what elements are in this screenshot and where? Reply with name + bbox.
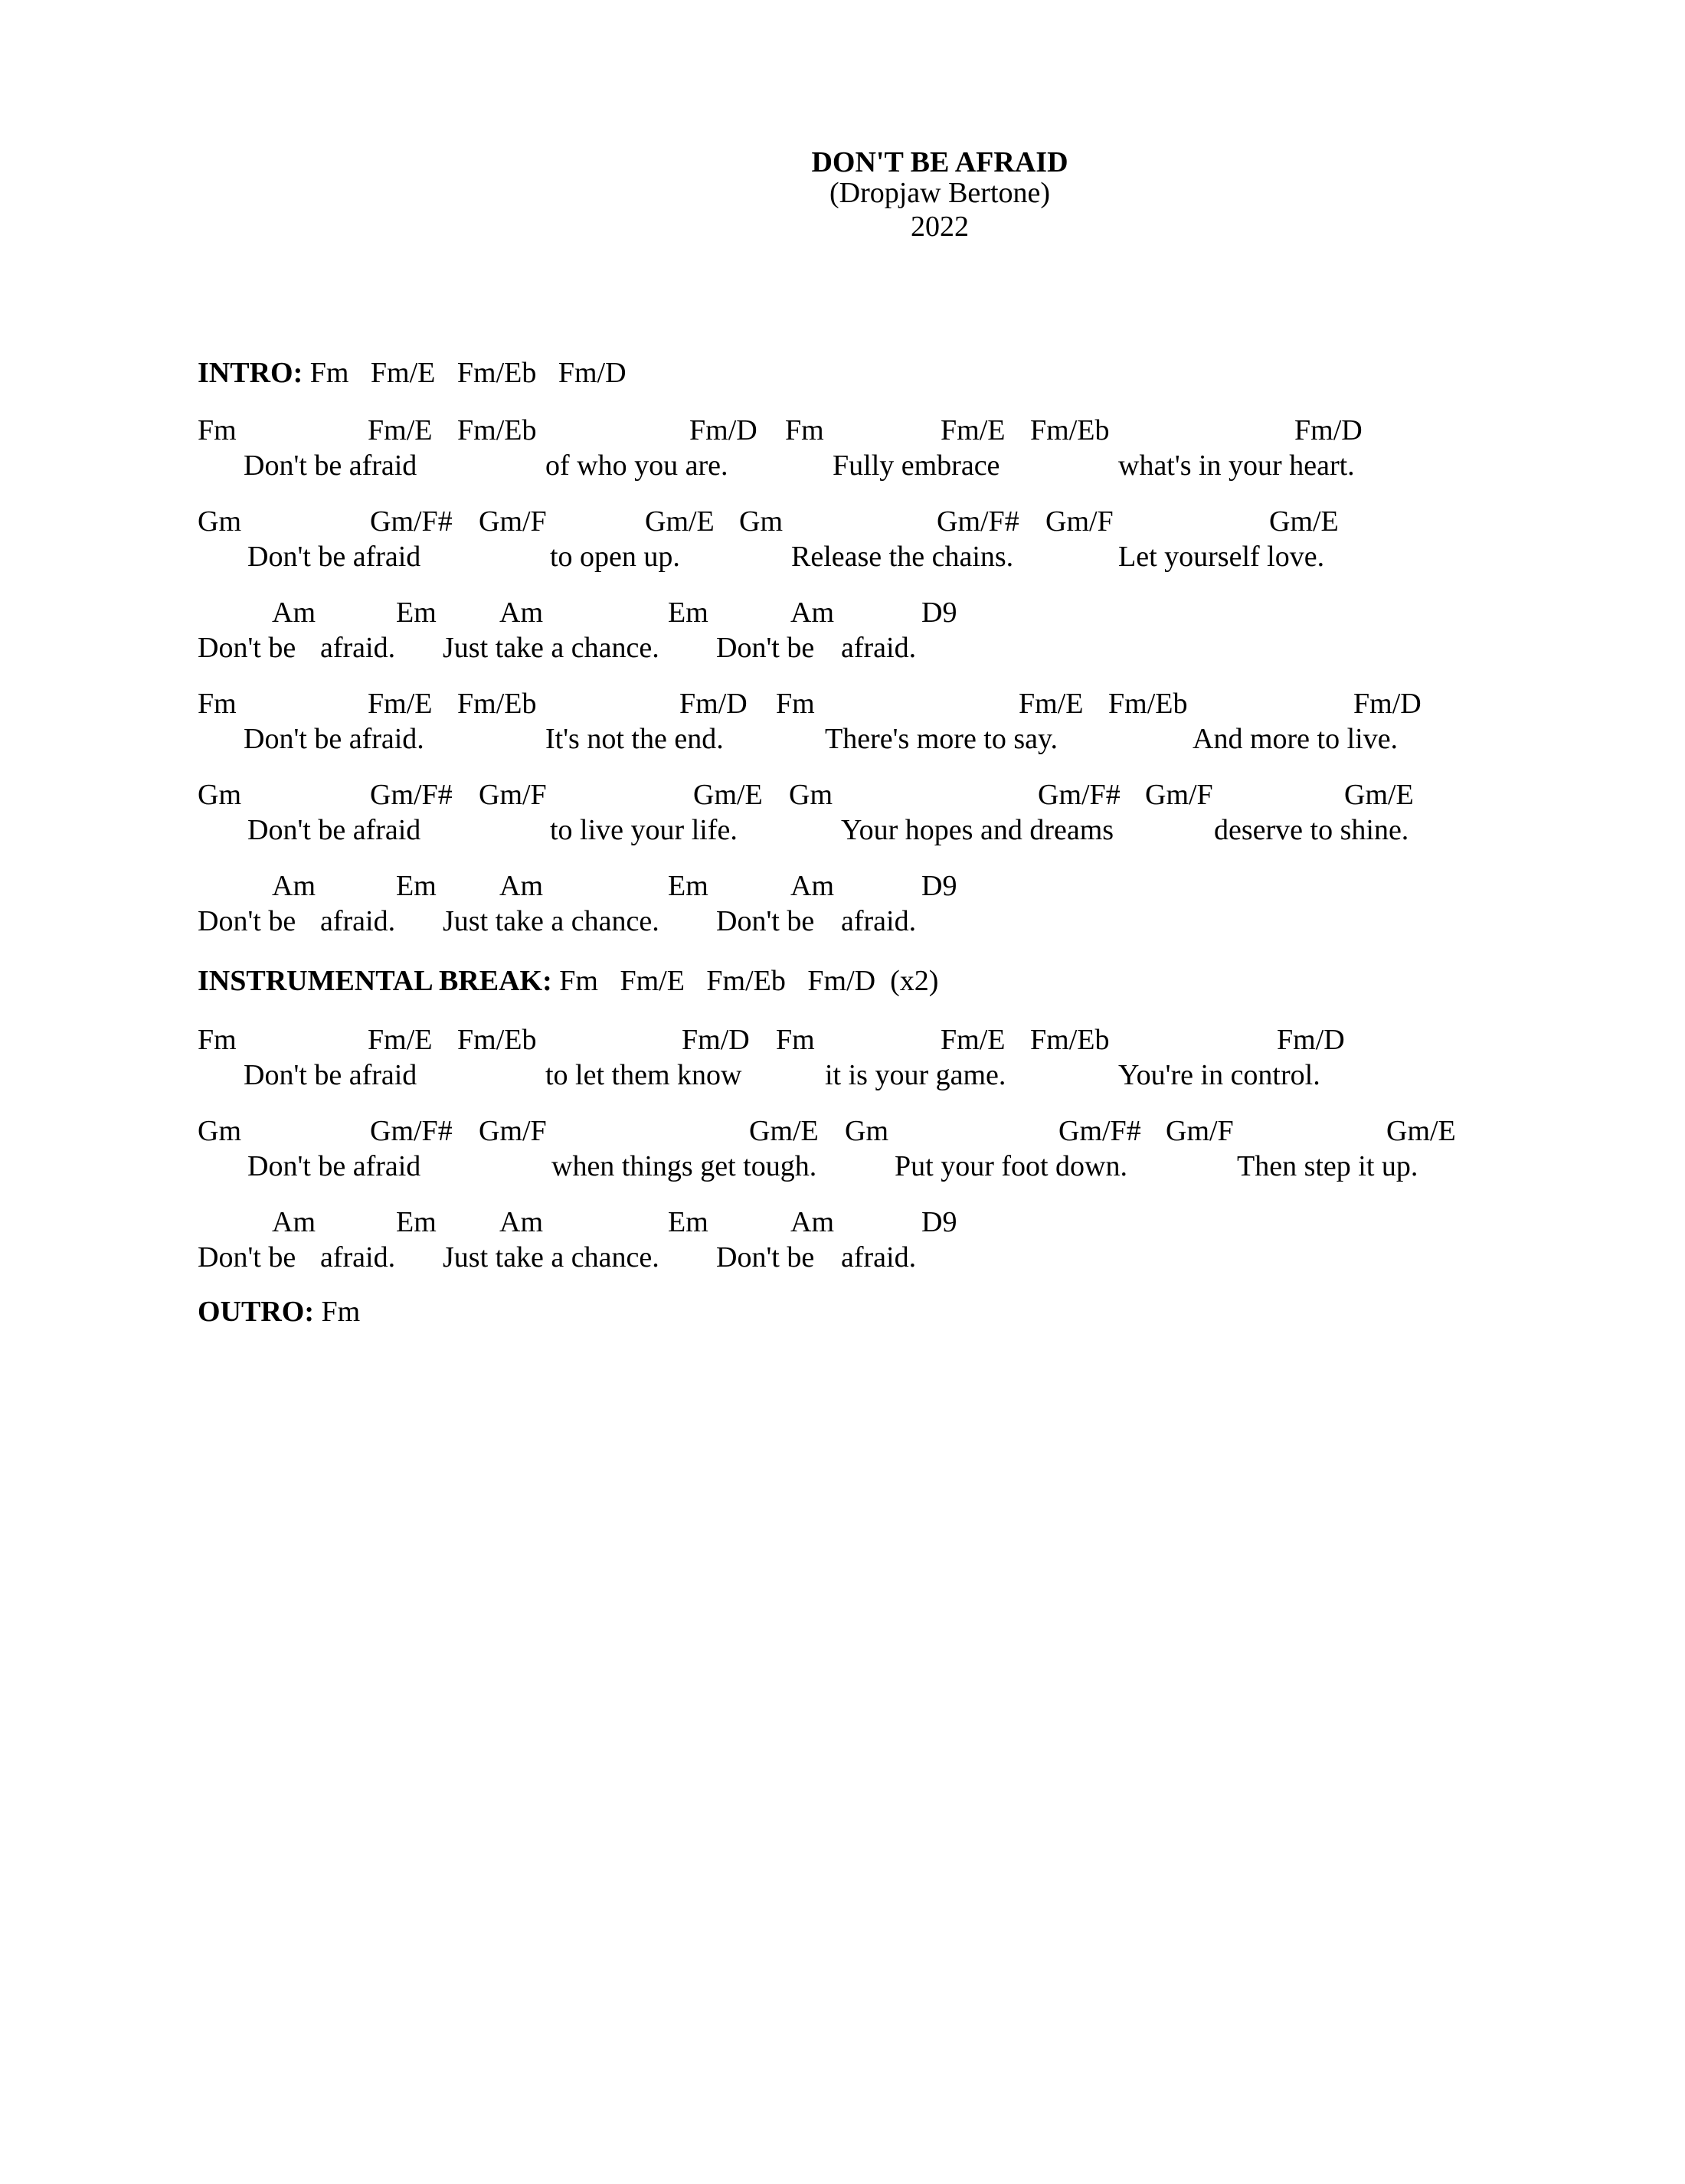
lyric: Don't be — [716, 632, 815, 664]
lyric: Then step it up. — [1237, 1150, 1418, 1182]
lyric: when things get tough. — [551, 1150, 817, 1182]
chord: Am — [790, 870, 834, 902]
lyric: Don't be afraid. — [244, 723, 424, 755]
chord: Fm/D — [689, 414, 757, 446]
chord: Em — [396, 1206, 437, 1238]
chord: Fm/D — [679, 688, 748, 720]
chord: Fm/Eb — [457, 688, 537, 720]
lyric: afraid. — [320, 1241, 396, 1273]
chord: Em — [668, 597, 708, 629]
chord: Fm/Eb — [457, 1024, 537, 1056]
instrumental-label: INSTRUMENTAL BREAK: — [198, 965, 552, 997]
lyric: Don't be — [198, 632, 296, 664]
chord: Fm/Eb — [1108, 688, 1188, 720]
outro-chords: Fm — [321, 1296, 361, 1328]
chord: Gm/E — [693, 779, 763, 811]
lyric: Your hopes and dreams — [841, 814, 1114, 846]
chord: Gm/F# — [370, 1115, 453, 1147]
intro-label: INTRO: — [198, 357, 303, 389]
chord: Fm — [776, 688, 815, 720]
chord: Fm/E — [941, 414, 1006, 446]
chord: Fm/E — [941, 1024, 1006, 1056]
chord: Am — [272, 870, 316, 902]
chord: Gm — [845, 1115, 888, 1147]
chord: Gm/F# — [370, 505, 453, 538]
lyric: of who you are. — [545, 450, 728, 482]
instrumental-chords: Fm Fm/E Fm/Eb Fm/D (x2) — [559, 965, 939, 997]
chord: Gm — [198, 505, 241, 538]
chord: Fm/E — [368, 1024, 433, 1056]
chord: Fm — [198, 414, 237, 446]
lyric: Put your foot down. — [895, 1150, 1127, 1182]
chord: Em — [396, 870, 437, 902]
intro-chords: Fm Fm/E Fm/Eb Fm/D — [309, 357, 627, 389]
lyric: Don't be afraid — [244, 1059, 417, 1091]
chord: Gm/F — [1166, 1115, 1234, 1147]
song-artist: (Dropjaw Bertone) — [829, 177, 1051, 209]
chord: Gm/F — [1045, 505, 1114, 538]
lyric: Don't be afraid — [247, 541, 421, 573]
lyric: It's not the end. — [545, 723, 724, 755]
lyric: Don't be afraid — [244, 450, 417, 482]
chord: Gm — [198, 779, 241, 811]
lyric: There's more to say. — [825, 723, 1058, 755]
chord: Am — [499, 1206, 543, 1238]
chord: Fm/D — [1277, 1024, 1345, 1056]
chord: Fm/Eb — [457, 414, 537, 446]
lyric: it is your game. — [825, 1059, 1006, 1091]
lyric: afraid. — [320, 632, 396, 664]
lyric: deserve to shine. — [1214, 814, 1409, 846]
outro-line — [198, 1297, 360, 1326]
lyric: Let yourself love. — [1118, 541, 1325, 573]
chord: Fm/Eb — [1030, 1024, 1110, 1056]
chord: Gm/F# — [370, 779, 453, 811]
chord: Am — [499, 870, 543, 902]
chord: Fm/E — [1019, 688, 1084, 720]
chord: D9 — [921, 597, 957, 629]
lyric: afraid. — [841, 1241, 917, 1273]
chord: Gm/E — [645, 505, 715, 538]
chord: Am — [790, 597, 834, 629]
lyric: Don't be — [198, 1241, 296, 1273]
chord: Fm — [198, 688, 237, 720]
chord: Fm/E — [368, 414, 433, 446]
lyric: Just take a chance. — [443, 1241, 659, 1273]
song-year: 2022 — [911, 211, 969, 243]
chord: Am — [499, 597, 543, 629]
lyric: afraid. — [841, 632, 917, 664]
chord: Gm/F# — [1038, 779, 1121, 811]
chord: Em — [396, 597, 437, 629]
chord: Em — [668, 870, 708, 902]
lyric: And more to live. — [1193, 723, 1399, 755]
chord: Fm/D — [682, 1024, 750, 1056]
chord: Gm/E — [1344, 779, 1414, 811]
outro-label: OUTRO: — [198, 1296, 314, 1328]
chord: Gm/F — [479, 779, 547, 811]
chord: Gm — [789, 779, 833, 811]
chord: Gm — [739, 505, 783, 538]
chord: Gm/F — [479, 505, 547, 538]
lyric: Don't be — [716, 905, 815, 937]
chord: Am — [272, 597, 316, 629]
chord: Am — [790, 1206, 834, 1238]
chord: Gm/E — [1269, 505, 1339, 538]
lyric: Release the chains. — [791, 541, 1014, 573]
lyric: Don't be afraid — [247, 814, 421, 846]
chord: Gm/F# — [937, 505, 1019, 538]
intro-line — [198, 358, 627, 387]
lyric: to open up. — [550, 541, 680, 573]
lyric: afraid. — [320, 905, 396, 937]
chord: D9 — [921, 1206, 957, 1238]
lyric: Don't be — [198, 905, 296, 937]
song-title: DON'T BE AFRAID — [811, 146, 1068, 178]
chord: Fm — [785, 414, 824, 446]
lyric: Just take a chance. — [443, 905, 659, 937]
chord: Gm/E — [749, 1115, 819, 1147]
chord: Gm/E — [1386, 1115, 1456, 1147]
chord: Gm — [198, 1115, 241, 1147]
instrumental-line — [198, 966, 938, 996]
chord: Fm — [198, 1024, 237, 1056]
chord: Fm/D — [1294, 414, 1363, 446]
chord: Gm/F — [479, 1115, 547, 1147]
chord: Em — [668, 1206, 708, 1238]
lyric: Just take a chance. — [443, 632, 659, 664]
lyric: afraid. — [841, 905, 917, 937]
chord: Fm — [776, 1024, 815, 1056]
lyric: Don't be afraid — [247, 1150, 421, 1182]
chord: Fm/D — [1353, 688, 1422, 720]
chord: Fm/E — [368, 688, 433, 720]
chord: Fm/Eb — [1030, 414, 1110, 446]
lyric: Don't be — [716, 1241, 815, 1273]
lyric: what's in your heart. — [1118, 450, 1355, 482]
lyric: You're in control. — [1118, 1059, 1320, 1091]
chord: Am — [272, 1206, 316, 1238]
chord: D9 — [921, 870, 957, 902]
lyric: to let them know — [545, 1059, 742, 1091]
chord: Gm/F# — [1058, 1115, 1141, 1147]
chord: Gm/F — [1145, 779, 1213, 811]
lyric: Fully embrace — [833, 450, 1000, 482]
lyric: to live your life. — [550, 814, 738, 846]
